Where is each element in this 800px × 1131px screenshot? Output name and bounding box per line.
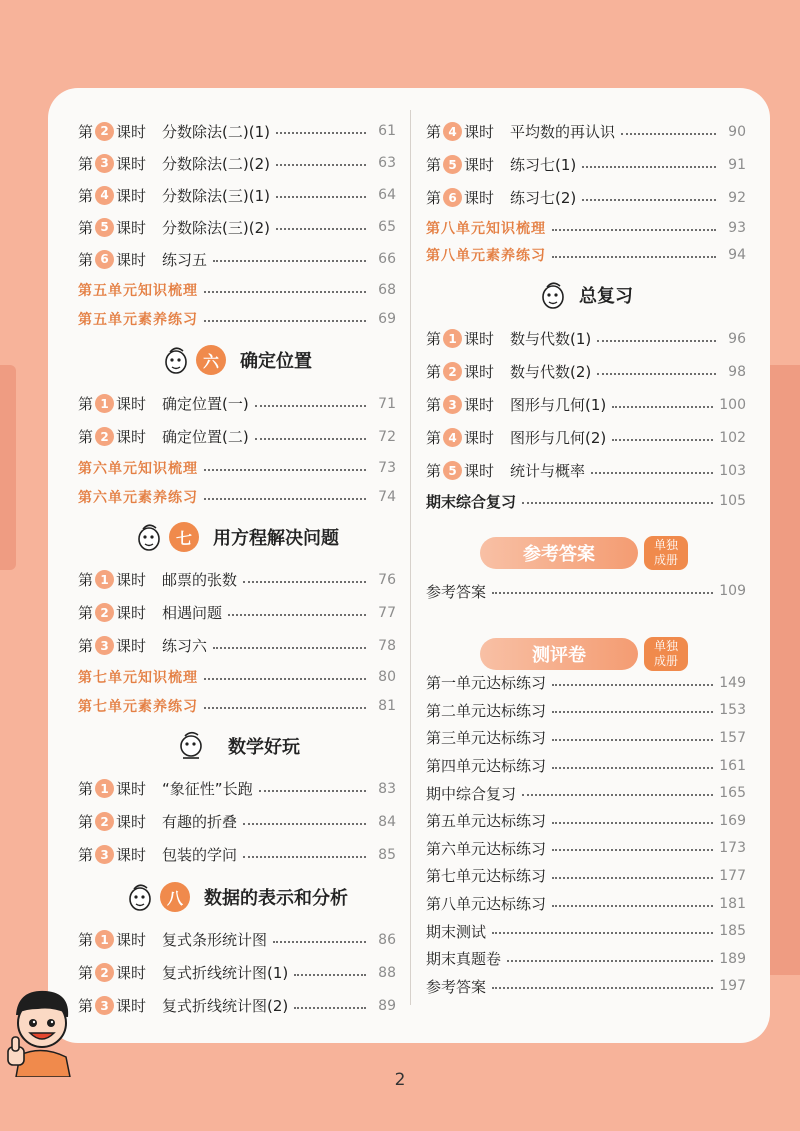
dot-leader (591, 472, 713, 474)
dot-leader (522, 502, 713, 504)
dot-leader (552, 877, 713, 879)
unit-header-fun[interactable] (78, 720, 396, 772)
toc-row[interactable] (78, 629, 396, 662)
page-number: 88 (378, 964, 396, 981)
lesson-number-badge: 2 (95, 427, 114, 446)
dot-leader (552, 905, 713, 907)
page-number: 109 (719, 583, 746, 599)
dot-leader (612, 406, 713, 408)
lesson-number-badge: 3 (95, 154, 114, 173)
unit-header-6[interactable] (78, 333, 396, 387)
lesson-prefix: 第 (426, 330, 442, 348)
toc-row[interactable] (78, 923, 396, 956)
toc-row-test[interactable] (426, 917, 746, 945)
page-number: 149 (719, 674, 746, 691)
toc-row[interactable] (78, 838, 396, 871)
page-number: 94 (728, 246, 746, 263)
dot-leader (492, 592, 713, 594)
page-number: 157 (719, 729, 746, 746)
lesson-number-badge: 5 (443, 461, 462, 480)
dot-leader (255, 405, 366, 407)
page-number: 92 (728, 189, 746, 206)
page-number: 102 (719, 429, 746, 446)
lesson-title: 邮票的张数 (162, 571, 238, 589)
unit-title: 用方程解决问题 (213, 528, 339, 549)
page-number: 181 (719, 895, 746, 912)
tag-line: 成册 (653, 654, 678, 668)
toc-row[interactable] (426, 421, 746, 454)
page-number: 105 (719, 493, 746, 509)
toc-row[interactable] (426, 148, 746, 181)
dot-leader (522, 794, 713, 796)
dot-leader (492, 932, 713, 934)
entry-title: 期末综合复习 (426, 492, 517, 511)
lesson-suffix: 课时 (116, 395, 147, 413)
lesson-suffix: 课时 (464, 429, 495, 447)
entry-title: 期中综合复习 (426, 784, 517, 803)
lesson-prefix: 第 (426, 363, 442, 381)
lesson-prefix: 第 (78, 997, 94, 1015)
dot-leader (276, 228, 366, 230)
page-number: 73 (378, 459, 396, 476)
toc-row[interactable] (78, 115, 396, 147)
toc-row-test[interactable] (426, 835, 746, 863)
dot-leader (294, 1007, 366, 1009)
dot-leader (492, 987, 713, 989)
dot-leader (552, 739, 713, 741)
dot-leader (612, 439, 713, 441)
page-number: 74 (378, 488, 396, 505)
lesson-suffix: 课时 (116, 604, 147, 622)
lesson-prefix: 第 (426, 396, 442, 414)
toc-row[interactable] (78, 387, 396, 420)
mascot-icon (174, 730, 208, 762)
lesson-title: 复式折线统计图(1) (162, 964, 289, 982)
toc-row[interactable] (426, 355, 746, 388)
summary-title: 第五单元知识梳理 (78, 282, 198, 299)
lesson-prefix: 第 (426, 462, 442, 480)
page-number: 100 (719, 396, 746, 413)
lesson-title: 图形与几何(1) (510, 396, 607, 414)
toc-row-test[interactable] (426, 862, 746, 890)
dot-leader (621, 133, 716, 135)
lesson-suffix: 课时 (116, 154, 147, 173)
toc-row-test[interactable] (426, 752, 746, 780)
entry-title: 第三单元达标练习 (426, 729, 547, 748)
lesson-suffix: 课时 (116, 428, 147, 446)
toc-row-test[interactable] (426, 669, 746, 697)
dot-leader (204, 469, 366, 471)
lesson-title: 平均数的再认识 (510, 123, 616, 141)
summary-title: 第五单元素养练习 (78, 311, 198, 328)
lesson-suffix: 课时 (464, 363, 495, 381)
lesson-title: 分数除法(三)(1) (162, 186, 270, 205)
lesson-number-badge: 5 (95, 218, 114, 237)
lesson-number-badge: 3 (95, 636, 114, 655)
dot-leader (552, 849, 713, 851)
lesson-number-badge: 2 (95, 963, 114, 982)
page-number: 81 (378, 697, 396, 714)
page-number: 177 (719, 867, 746, 884)
entry-title: 参考答案 (426, 977, 487, 996)
lesson-prefix: 第 (78, 964, 94, 982)
toc-row[interactable] (78, 563, 396, 596)
mascot-icon (135, 521, 163, 553)
entry-title: 第五单元达标练习 (426, 812, 547, 831)
entry-title: 第六单元达标练习 (426, 839, 547, 858)
lesson-prefix: 第 (78, 780, 94, 798)
lesson-number-badge: 5 (443, 155, 462, 174)
lesson-prefix: 第 (78, 931, 94, 949)
lesson-suffix: 课时 (464, 156, 495, 174)
mascot-icon (162, 344, 190, 376)
lesson-title: 图形与几何(2) (510, 429, 607, 447)
toc-row[interactable] (78, 420, 396, 453)
lesson-suffix: 课时 (116, 846, 147, 864)
lesson-number-badge: 1 (95, 779, 114, 798)
unit-header-7[interactable] (78, 511, 396, 563)
section-label: 测评卷 (532, 645, 586, 666)
summary-title: 第八单元知识梳理 (426, 220, 546, 237)
lesson-title: 分数除法(三)(2) (162, 218, 270, 237)
dot-leader (552, 229, 716, 231)
unit-title: 数学好玩 (228, 737, 300, 758)
entry-title: 第七单元达标练习 (426, 867, 547, 886)
toc-row-summary[interactable] (78, 275, 396, 304)
lesson-number-badge: 1 (95, 930, 114, 949)
page-number: 66 (378, 251, 396, 267)
dot-leader (552, 711, 713, 713)
page-number: 165 (719, 785, 746, 802)
lesson-title: 分数除法(二)(1) (162, 122, 270, 141)
lesson-suffix: 课时 (464, 330, 495, 348)
dot-leader (213, 647, 366, 649)
lesson-suffix: 课时 (464, 396, 495, 414)
lesson-title: 分数除法(二)(2) (162, 154, 270, 173)
dot-leader (276, 196, 366, 198)
toc-row-final-review[interactable] (426, 487, 746, 515)
lesson-prefix: 第 (78, 250, 94, 269)
dot-leader (507, 960, 713, 962)
dot-leader (582, 199, 716, 201)
page-number: 89 (378, 997, 396, 1014)
toc-row[interactable] (78, 211, 396, 243)
lesson-suffix: 课时 (116, 997, 147, 1015)
lesson-number-badge: 3 (95, 996, 114, 1015)
page-number: 63 (378, 155, 396, 171)
dot-leader (204, 678, 366, 680)
tag-line: 单独 (653, 639, 678, 653)
dot-leader (294, 974, 366, 976)
lesson-title: 复式条形统计图 (162, 931, 268, 949)
dot-leader (243, 823, 366, 825)
dot-leader (276, 132, 366, 134)
page-number: 197 (719, 978, 746, 995)
lesson-title: 数与代数(1) (510, 330, 592, 348)
toc-row-summary[interactable] (78, 304, 396, 333)
mascot-icon (539, 279, 567, 311)
summary-title: 第七单元知识梳理 (78, 669, 198, 686)
lesson-number-badge: 1 (95, 394, 114, 413)
lesson-prefix: 第 (78, 813, 94, 831)
toc-row-answers[interactable] (426, 573, 746, 609)
entry-title: 第八单元达标练习 (426, 895, 547, 914)
left-column (78, 115, 396, 1022)
lesson-title: 有趣的折叠 (162, 813, 238, 831)
lesson-suffix: 课时 (464, 123, 495, 141)
toc-row-summary[interactable] (78, 482, 396, 511)
page-number: 91 (728, 156, 746, 173)
lesson-suffix: 课时 (116, 637, 147, 655)
entry-title: 第四单元达标练习 (426, 757, 547, 776)
page-number: 78 (378, 637, 396, 654)
lesson-number-badge: 3 (443, 395, 462, 414)
tests-section-pill[interactable] (480, 638, 638, 670)
page-number: 83 (378, 780, 396, 797)
lesson-prefix: 第 (426, 156, 442, 174)
toc-row[interactable] (78, 179, 396, 211)
dot-leader (204, 291, 366, 293)
lesson-number-badge: 2 (95, 603, 114, 622)
page-number: 103 (719, 462, 746, 479)
lesson-number-badge: 2 (443, 362, 462, 381)
page-number: 96 (728, 330, 746, 347)
lesson-title: 确定位置(一) (162, 395, 249, 413)
cartoon-boy-thumbs-up-icon (6, 985, 78, 1077)
page-number: 61 (378, 123, 396, 139)
lesson-title: “象征性”长跑 (162, 780, 253, 798)
lesson-number-badge: 6 (443, 188, 462, 207)
lesson-suffix: 课时 (116, 250, 147, 269)
dot-leader (552, 256, 716, 258)
page-number: 153 (719, 702, 746, 719)
page-number: 173 (719, 840, 746, 857)
separate-volume-tag (644, 536, 688, 570)
lesson-suffix: 课时 (116, 813, 147, 831)
lesson-suffix: 课时 (116, 186, 147, 205)
entry-title: 第二单元达标练习 (426, 701, 547, 720)
dot-leader (259, 790, 366, 792)
lesson-prefix: 第 (78, 395, 94, 413)
toc-row-test[interactable] (426, 890, 746, 918)
lesson-suffix: 课时 (116, 571, 147, 589)
lesson-title: 练习五 (162, 250, 208, 269)
dot-leader (582, 166, 716, 168)
entry-title: 期末测试 (426, 922, 487, 941)
lesson-prefix: 第 (426, 189, 442, 207)
page-number: 185 (719, 923, 746, 940)
toc-row-summary[interactable] (78, 691, 396, 720)
toc-row-test[interactable] (426, 807, 746, 835)
lesson-number-badge: 2 (95, 812, 114, 831)
lesson-number-badge: 4 (95, 186, 114, 205)
tag-line: 单独 (653, 538, 678, 552)
dot-leader (204, 498, 366, 500)
lesson-title: 统计与概率 (510, 462, 586, 480)
page-number: 93 (728, 219, 746, 236)
entry-title: 第一单元达标练习 (426, 674, 547, 693)
lesson-suffix: 课时 (116, 964, 147, 982)
toc-row-test[interactable] (426, 945, 746, 973)
lesson-number-badge: 1 (95, 570, 114, 589)
lesson-prefix: 第 (78, 604, 94, 622)
dot-leader (597, 340, 716, 342)
lesson-number-badge: 1 (443, 329, 462, 348)
toc-row[interactable] (78, 989, 396, 1022)
page-number: 77 (378, 604, 396, 621)
page-number-footer: 2 (394, 1070, 406, 1090)
dot-leader (552, 822, 713, 824)
lesson-prefix: 第 (78, 122, 94, 141)
summary-title: 第七单元素养练习 (78, 698, 198, 715)
lesson-suffix: 课时 (464, 189, 495, 207)
toc-row[interactable] (426, 388, 746, 421)
page-number: 161 (719, 757, 746, 774)
lesson-title: 相遇问题 (162, 604, 223, 622)
unit-title: 确定位置 (240, 351, 312, 372)
answers-section-pill[interactable] (480, 537, 638, 569)
lesson-prefix: 第 (78, 637, 94, 655)
unit-header-review[interactable] (426, 268, 746, 322)
lesson-number-badge: 2 (95, 122, 114, 141)
left-edge-tab (0, 365, 16, 570)
page-number: 64 (378, 187, 396, 203)
lesson-number-badge: 4 (443, 122, 462, 141)
entry-title: 参考答案 (426, 582, 487, 601)
mascot-icon (126, 881, 154, 913)
unit-badge: 六 (196, 345, 226, 375)
page-number: 85 (378, 846, 396, 863)
lesson-prefix: 第 (78, 428, 94, 446)
toc-row-test[interactable] (426, 724, 746, 752)
separate-volume-tag (644, 637, 688, 671)
column-divider (410, 110, 411, 1005)
toc-row[interactable] (426, 322, 746, 355)
summary-title: 第八单元素养练习 (426, 247, 546, 264)
unit-badge: 八 (160, 882, 190, 912)
toc-row-test[interactable] (426, 697, 746, 725)
lesson-prefix: 第 (78, 846, 94, 864)
toc-row-summary[interactable] (426, 214, 746, 241)
lesson-number-badge: 4 (443, 428, 462, 447)
page-number: 68 (378, 281, 396, 298)
page-number: 71 (378, 395, 396, 412)
lesson-suffix: 课时 (116, 780, 147, 798)
dot-leader (204, 707, 366, 709)
tag-line: 成册 (653, 553, 678, 567)
lesson-number-badge: 6 (95, 250, 114, 269)
lesson-suffix: 课时 (464, 462, 495, 480)
summary-title: 第六单元知识梳理 (78, 460, 198, 477)
page-number: 84 (378, 813, 396, 830)
toc-row[interactable] (426, 454, 746, 487)
unit-badge: 七 (169, 522, 199, 552)
page-number: 65 (378, 219, 396, 235)
page-number: 98 (728, 363, 746, 380)
lesson-suffix: 课时 (116, 931, 147, 949)
toc-row-test[interactable] (426, 973, 746, 1001)
lesson-title: 数与代数(2) (510, 363, 592, 381)
toc-row-summary[interactable] (78, 662, 396, 691)
dot-leader (552, 684, 713, 686)
lesson-title: 复式折线统计图(2) (162, 997, 289, 1015)
lesson-title: 确定位置(二) (162, 428, 249, 446)
page-number: 80 (378, 668, 396, 685)
lesson-title: 练习七(1) (510, 156, 577, 174)
page-number: 169 (719, 812, 746, 829)
toc-row[interactable] (78, 805, 396, 838)
section-label: 参考答案 (523, 544, 595, 565)
dot-leader (228, 614, 366, 616)
page-number: 72 (378, 428, 396, 445)
page-number: 86 (378, 931, 396, 948)
dot-leader (204, 320, 366, 322)
unit-title: 数据的表示和分析 (204, 888, 348, 909)
lesson-suffix: 课时 (116, 218, 147, 237)
toc-row[interactable] (78, 596, 396, 629)
toc-row[interactable] (78, 147, 396, 179)
dot-leader (276, 164, 366, 166)
page-number: 76 (378, 571, 396, 588)
page-number: 90 (728, 123, 746, 140)
toc-row-summary[interactable] (78, 453, 396, 482)
lesson-prefix: 第 (78, 154, 94, 173)
unit-header-8[interactable] (78, 871, 396, 923)
dot-leader (552, 767, 713, 769)
dot-leader (255, 438, 366, 440)
lesson-suffix: 课时 (116, 122, 147, 141)
dot-leader (243, 856, 366, 858)
dot-leader (243, 581, 366, 583)
summary-title: 第六单元素养练习 (78, 489, 198, 506)
toc-row[interactable] (78, 243, 396, 275)
toc-row-summary[interactable] (426, 241, 746, 268)
lesson-prefix: 第 (78, 218, 94, 237)
lesson-prefix: 第 (78, 186, 94, 205)
lesson-title: 练习六 (162, 637, 208, 655)
toc-row[interactable] (78, 956, 396, 989)
entry-title: 期末真题卷 (426, 950, 502, 969)
page-number: 69 (378, 310, 396, 327)
dot-leader (213, 260, 366, 262)
lesson-title: 练习七(2) (510, 189, 577, 207)
lesson-prefix: 第 (78, 571, 94, 589)
page-number: 189 (719, 950, 746, 967)
dot-leader (273, 941, 366, 943)
lesson-prefix: 第 (426, 429, 442, 447)
toc-row-test[interactable] (426, 779, 746, 807)
toc-row[interactable] (426, 115, 746, 148)
lesson-prefix: 第 (426, 123, 442, 141)
lesson-number-badge: 3 (95, 845, 114, 864)
unit-title: 总复习 (579, 286, 633, 307)
dot-leader (597, 373, 716, 375)
lesson-title: 包装的学问 (162, 846, 238, 864)
toc-row[interactable] (78, 772, 396, 805)
toc-row[interactable] (426, 181, 746, 214)
